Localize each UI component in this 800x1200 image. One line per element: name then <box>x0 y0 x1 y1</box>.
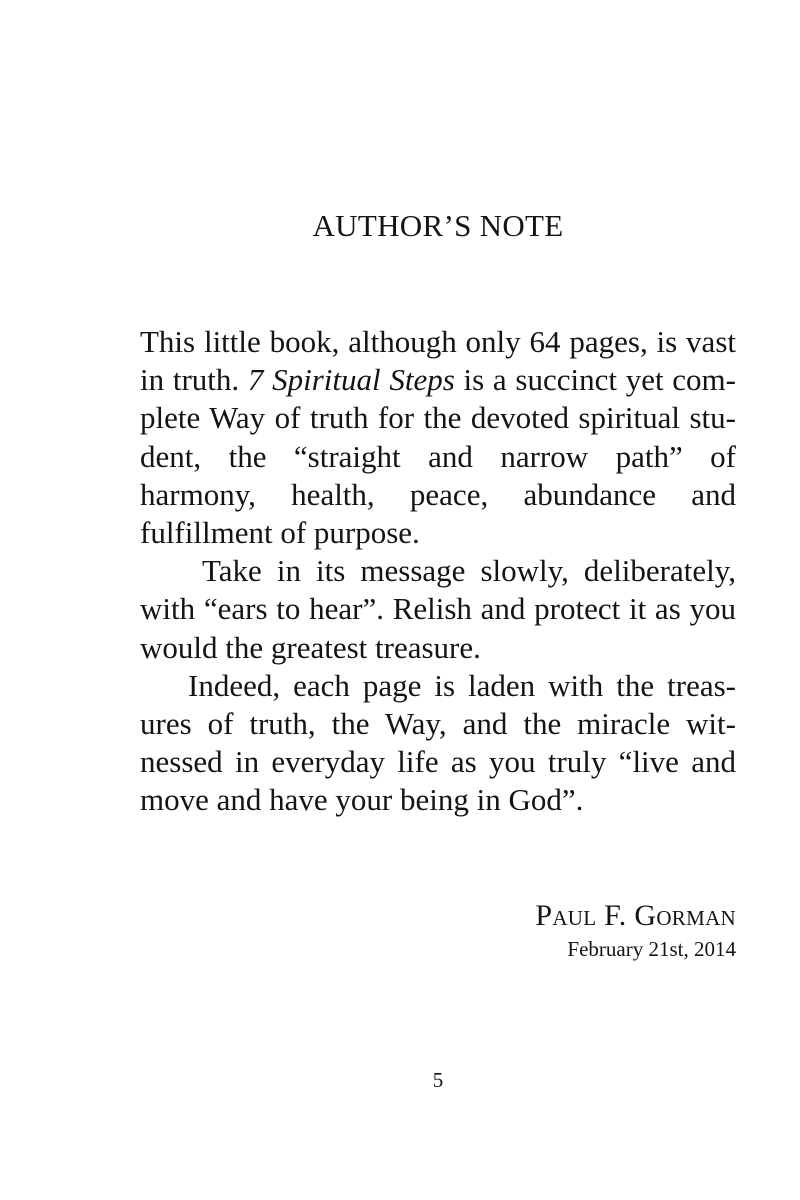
signature-date: February 21st, 2014 <box>567 937 736 961</box>
author-name: Paul F. Gorman <box>535 899 736 932</box>
paragraph-2: Take in its message slowly, deliberately, with “ears to hear”. Relish and protect it as you would the greatest treasure. <box>140 553 736 665</box>
book-title-italic: 7 Spiritual Steps <box>247 362 455 398</box>
page-title: AUTHOR’S NOTE <box>312 208 564 243</box>
body-text <box>140 323 736 820</box>
signature-block <box>535 898 736 964</box>
paragraph-1 <box>140 323 736 552</box>
paragraph-1-text-end: is a succinct yet complete Way of truth for the devoted spiritual student, the “straight and narrow path” of harmony, health, peace, abundance and fulfillment of purpose. <box>140 362 736 551</box>
paragraph-3: Indeed, each page is laden with the treasures of truth, the Way, and the miracle witnessed in everyday life as you truly “live and move and have your being in God”. <box>140 667 736 818</box>
paragraph-1-text-start: This little book, although only 64 pages, is vast in truth. <box>140 324 736 398</box>
page-number: 5 <box>432 1068 444 1092</box>
